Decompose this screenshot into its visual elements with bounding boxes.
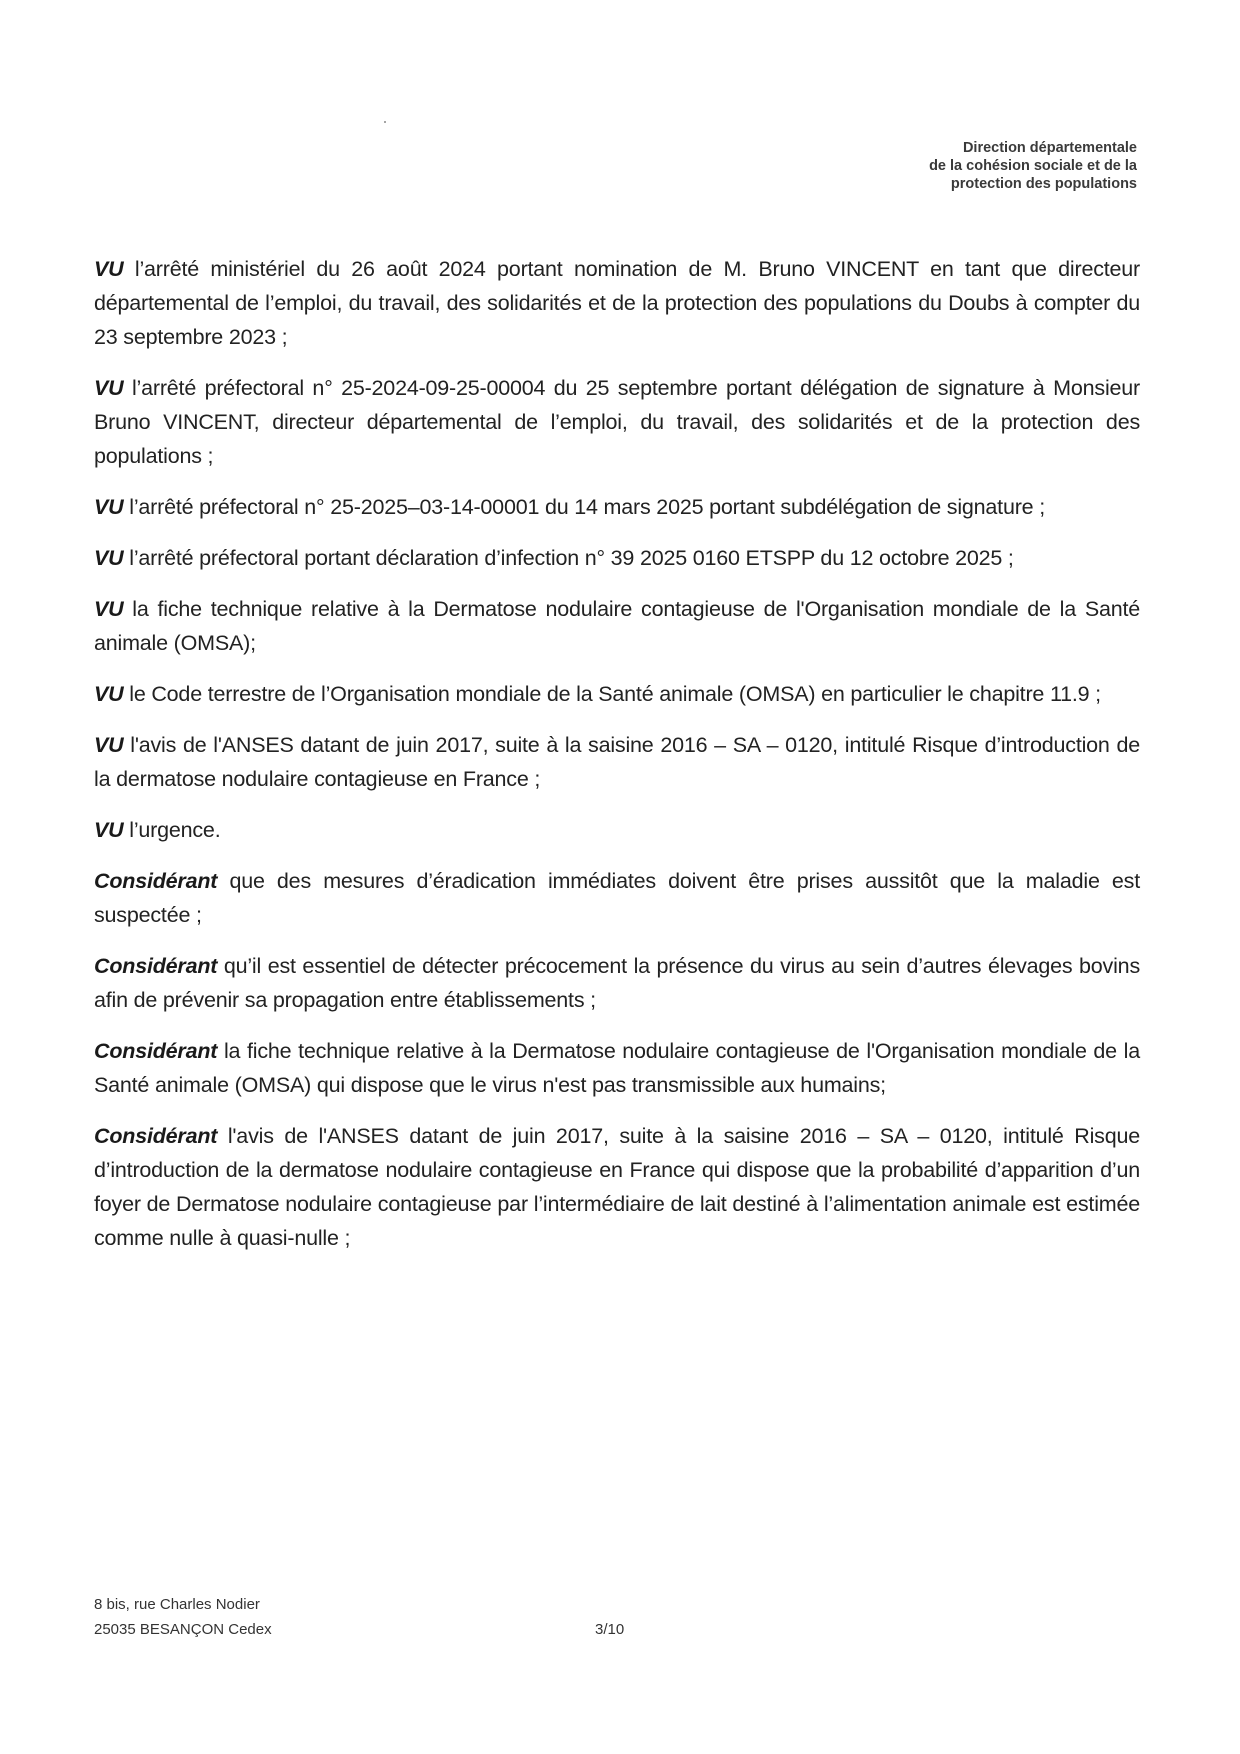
paragraph-text: que des mesures d’éradication immédiates doivent être prises aussitôt que la maladie est suspectée ; xyxy=(94,869,1140,927)
paragraph-text: le Code terrestre de l’Organisation mondiale de la Santé animale (OMSA) en particulier le chapitre 11.9 ; xyxy=(123,682,1101,706)
paragraph-text: l’arrêté préfectoral n° 25-2024-09-25-00004 du 25 septembre portant délégation de signature à Monsieur Bruno VINCENT, directeur départemental de l’emploi, du travail, des solidarités et de la protection des populations ; xyxy=(94,376,1140,468)
document-body xyxy=(94,252,1140,1272)
considerant-paragraph-detection xyxy=(94,949,1140,1017)
footer-address-line-2: 25035 BESANÇON Cedex xyxy=(94,1621,272,1638)
paragraph-lead: VU xyxy=(94,818,124,842)
header-line-2: de la cohésion sociale et de la xyxy=(929,158,1137,174)
header-line-1: Direction départementale xyxy=(962,140,1137,156)
vu-paragraph-infection-declaration xyxy=(94,541,1140,575)
issuing-authority-header xyxy=(929,139,1137,193)
vu-paragraph-anses xyxy=(94,728,1140,796)
vu-paragraph-urgence xyxy=(94,813,1140,847)
footer-address-line-1: 8 bis, rue Charles Nodier xyxy=(94,1596,260,1613)
scan-speck xyxy=(384,121,386,123)
paragraph-lead: VU xyxy=(94,733,124,757)
paragraph-lead: Considérant xyxy=(94,954,218,978)
footer-address xyxy=(94,1592,272,1642)
paragraph-lead: VU xyxy=(94,495,124,519)
paragraph-text: l’arrêté préfectoral portant déclaration d’infection n° 39 2025 0160 ETSPP du 12 octobre 2025 ; xyxy=(123,546,1014,570)
paragraph-lead: VU xyxy=(94,597,124,621)
paragraph-lead: VU xyxy=(94,546,124,570)
paragraph-text: la fiche technique relative à la Dermatose nodulaire contagieuse de l'Organisation mondiale de la Santé animale (OMSA) qui dispose que le virus n'est pas transmissible aux humains; xyxy=(94,1039,1140,1097)
paragraph-lead: VU xyxy=(94,257,124,281)
vu-paragraph-delegation xyxy=(94,371,1140,473)
paragraph-lead: Considérant xyxy=(94,1039,218,1063)
considerant-paragraph-omsa-fiche xyxy=(94,1034,1140,1102)
considerant-paragraph-anses xyxy=(94,1119,1140,1255)
vu-paragraph-omsa-fiche xyxy=(94,592,1140,660)
paragraph-text: l’arrêté ministériel du 26 août 2024 portant nomination de M. Bruno VINCENT en tant que directeur départemental de l’emploi, du travail, des solidarités et de la protection des populations du Doubs à compter du 23 septembre 2023 ; xyxy=(94,257,1140,349)
page-number: 3/10 xyxy=(595,1621,625,1638)
considerant-paragraph-eradication xyxy=(94,864,1140,932)
paragraph-lead: Considérant xyxy=(94,869,218,893)
paragraph-lead: VU xyxy=(94,682,124,706)
paragraph-text: l’arrêté préfectoral n° 25-2025–03-14-00001 du 14 mars 2025 portant subdélégation de signature ; xyxy=(123,495,1045,519)
vu-paragraph-subdelegation xyxy=(94,490,1140,524)
paragraph-text: qu’il est essentiel de détecter précocement la présence du virus au sein d’autres élevages bovins afin de prévenir sa propagation entre établissements ; xyxy=(94,954,1140,1012)
paragraph-lead: VU xyxy=(94,376,124,400)
paragraph-text: l’urgence. xyxy=(123,818,221,842)
paragraph-text: l'avis de l'ANSES datant de juin 2017, suite à la saisine 2016 – SA – 0120, intitulé Risque d’introduction de la dermatose nodulaire contagieuse en France ; xyxy=(94,733,1140,791)
vu-paragraph-code-terrestre xyxy=(94,677,1140,711)
vu-paragraph-nomination xyxy=(94,252,1140,354)
paragraph-text: la fiche technique relative à la Dermatose nodulaire contagieuse de l'Organisation mondiale de la Santé animale (OMSA); xyxy=(94,597,1140,655)
header-line-3: protection des populations xyxy=(950,176,1137,192)
paragraph-lead: Considérant xyxy=(94,1124,218,1148)
paragraph-text: l'avis de l'ANSES datant de juin 2017, suite à la saisine 2016 – SA – 0120, intitulé Risque d’introduction de la dermatose nodulaire contagieuse en France qui dispose que la probabilité d’apparition d’un foyer de Dermatose nodulaire contagieuse par l’intermédiaire de lait destiné à l’alimentation animale est estimée comme nulle à quasi-nulle ; xyxy=(94,1124,1140,1250)
